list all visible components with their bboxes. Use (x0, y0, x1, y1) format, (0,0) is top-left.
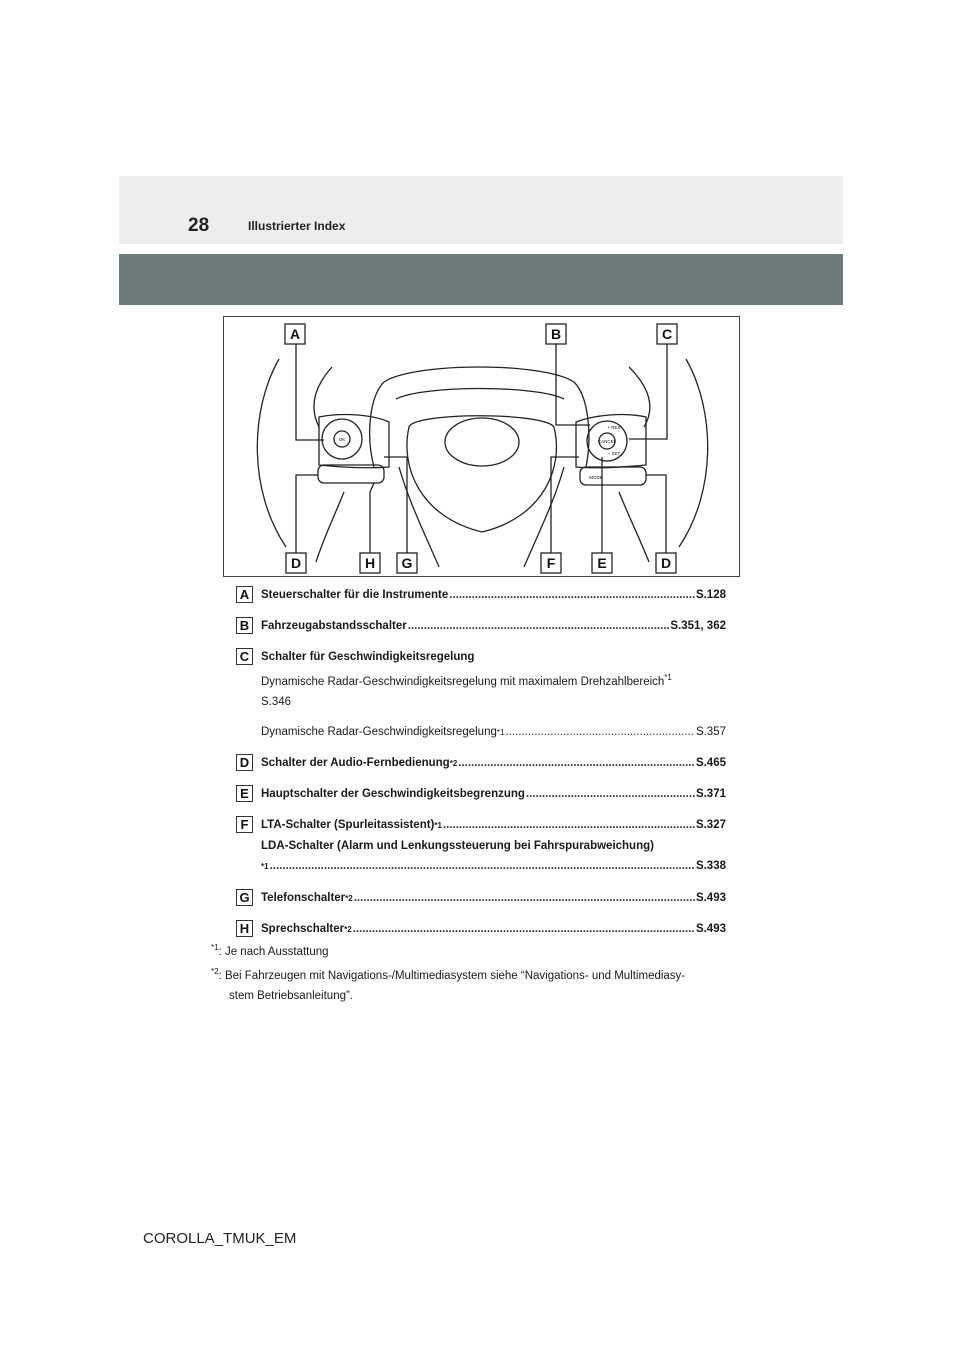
footnote-1 (211, 943, 329, 958)
callout-a: A (289, 326, 301, 342)
footnote-text: : Bei Fahrzeugen mit Navigations-/Multimediasystem siehe “Navigations- und Multimediasy- (218, 970, 686, 982)
entry-page[interactable]: S.493 (695, 923, 726, 935)
entry-label: LTA-Schalter (Spurleitassistent) (261, 819, 435, 831)
header-band (119, 176, 843, 244)
subitem-page[interactable]: S.357 (695, 726, 726, 738)
callout-b: B (550, 326, 562, 342)
entry-letter: E (236, 785, 253, 802)
entry-page[interactable]: S.493 (695, 892, 726, 904)
entry-letter: A (236, 586, 253, 603)
entry-label: Sprechschalter (261, 923, 345, 935)
footnote-2 (211, 967, 686, 982)
footnote-mark: *1 (211, 943, 219, 953)
document-id: COROLLA_TMUK_EM (143, 1230, 297, 1247)
res-button-label: + RES (607, 425, 621, 430)
entry-label: LDA-Schalter (Alarm und Lenkungssteuerung bei Fahrspurabweichung) (261, 840, 654, 852)
entry-letter: F (236, 816, 253, 833)
entry-letter: H (236, 920, 253, 937)
steering-wheel-figure (223, 316, 740, 577)
entry-page[interactable]: S.371 (695, 788, 726, 800)
section-title: Illustrierter Index (248, 219, 346, 233)
set-button-label: – SET (607, 451, 621, 456)
callout-e: E (597, 555, 607, 571)
callout-c: C (661, 326, 673, 342)
entry-page[interactable]: S.338 (695, 860, 726, 872)
entry-page[interactable]: S.351, 362 (670, 620, 726, 632)
subitem-label: Dynamische Radar-Geschwindigkeitsregelung mit maximalem Drehzahlbereich (261, 676, 665, 688)
footnote-ref: *1 (664, 673, 672, 683)
entry-letter: G (236, 889, 253, 906)
entry-label: Steuerschalter für die Instrumente (261, 589, 449, 601)
mode-button-label: MODE (589, 475, 603, 480)
entry-label: Schalter für Geschwindigkeitsregelung (261, 651, 475, 663)
entry-label: Hauptschalter der Geschwindigkeitsbegrenzung (261, 788, 525, 800)
entry-page[interactable]: S.128 (695, 589, 726, 601)
footnote-text: : Je nach Ausstattung (218, 946, 329, 958)
callout-d-left: D (290, 555, 302, 571)
entry-letter: B (236, 617, 253, 634)
entry-letter: C (236, 648, 253, 665)
entry-label: Telefonschalter (261, 892, 346, 904)
footnote-text-continued: stem Betriebsanleitung”. (229, 990, 354, 1002)
callout-h: H (364, 555, 376, 571)
entry-label: Fahrzeugabstandsschalter (261, 620, 407, 632)
entry-label: Schalter der Audio-Fernbedienung (261, 757, 450, 769)
subitem-label: Dynamische Radar-Geschwindigkeitsregelung (261, 726, 497, 738)
callout-f: F (546, 555, 556, 571)
cancel-button-label: CANCEL (597, 439, 617, 444)
callout-d-right: D (660, 555, 672, 571)
footnote-mark: *2 (211, 967, 219, 977)
subitem-page[interactable]: S.346 (261, 696, 292, 708)
footnote-2-continued (229, 990, 353, 1002)
entry-letter: D (236, 754, 253, 771)
ok-button-label: OK (338, 437, 346, 442)
callout-g: G (401, 555, 413, 571)
entry-page[interactable]: S.465 (695, 757, 726, 769)
section-band (119, 254, 843, 305)
entry-page[interactable]: S.327 (695, 819, 726, 831)
page-number: 28 (188, 215, 210, 236)
steering-wheel-illustration (224, 317, 741, 578)
